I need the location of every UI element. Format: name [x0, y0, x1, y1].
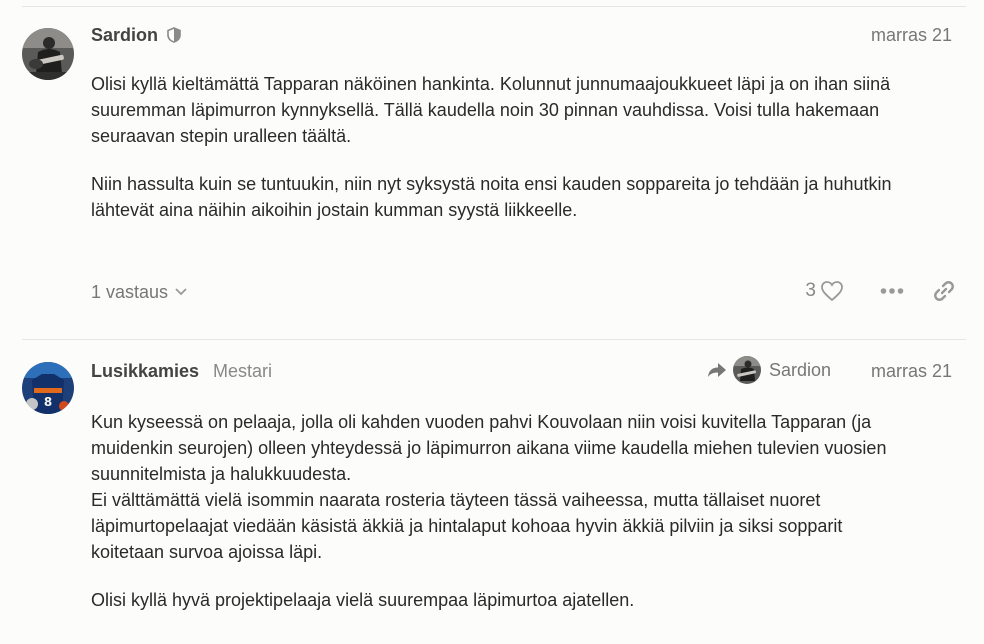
like-button[interactable] [805, 280, 844, 302]
post-lusikkamies [0, 340, 984, 644]
avatar[interactable] [22, 28, 74, 80]
text-line: Kun kyseessä on pelaaja, jolla oli kahden vuoden pahvi Kouvolaan niin voisi kuvitella Tapparan (ja [91, 412, 872, 432]
text-line: koitetaan survoa ajoissa läpi. [91, 542, 323, 562]
more-options-button[interactable] [880, 287, 904, 295]
paragraph [91, 171, 951, 223]
show-replies-button[interactable] [91, 281, 188, 303]
replies-label: 1 vastaus [91, 282, 169, 302]
post-body [91, 71, 951, 245]
text-line: lähtevät aina näihin aikoihin jostain kumman syystä liikkeelle. [91, 200, 578, 220]
username[interactable] [91, 24, 181, 46]
username-text[interactable]: Sardion [91, 25, 159, 45]
text-line: Olisi kyllä hyvä projektipelaaja vielä suurempaa läpimurtoa ajatellen. [91, 590, 635, 610]
shield-icon [167, 27, 181, 43]
text-line: Ei välttämättä vielä isommin naarata rosteria täyteen tässä vaiheessa, mutta tällaiset nuoret [91, 490, 821, 510]
text-line: Olisi kyllä kieltämättä Tapparan näköinen hankinta. Kolunnut junnumaajoukkueet läpi ja on ihan siinä [91, 74, 891, 94]
reply-to-avatar [733, 356, 761, 384]
reply-arrow-icon [707, 362, 727, 378]
post-date[interactable]: marras 21 [870, 25, 952, 45]
guitar-player-avatar [22, 28, 74, 80]
post-body [91, 409, 951, 635]
paragraph [91, 71, 951, 149]
reply-to-indicator[interactable] [707, 356, 831, 384]
guitar-player-avatar [733, 356, 761, 384]
post-date[interactable]: marras 21 [870, 361, 952, 381]
heart-icon [820, 280, 844, 302]
chevron-down-icon [174, 287, 188, 297]
reply-to-username: Sardion [769, 359, 832, 380]
post-actions [805, 279, 956, 303]
text-line: läpimurtopelaajat viedään käsistä äkkiä ja hintalaput kohoaa hyvin äkkiä pilviin ja siksi sopparit [91, 516, 843, 536]
paragraph [91, 409, 951, 565]
share-link-button[interactable] [932, 279, 956, 303]
text-line: Niin hassulta kuin se tuntuukin, niin nyt syksystä noita ensi kauden soppareita jo tehdään ja huhutkin [91, 174, 892, 194]
ellipsis-icon [880, 287, 904, 295]
hockey-jersey-avatar [22, 362, 74, 414]
paragraph [91, 587, 951, 613]
user-title: Mestari [213, 361, 273, 381]
text-line: suunnitelmista ja halukkuudesta. [91, 464, 352, 484]
text-line: suuremman läpimurron kynnyksellä. Tällä kaudella noin 30 pinnan vauhdissa. Voisi tulla hakemaan [91, 100, 880, 120]
username[interactable]: Lusikkamies [91, 361, 200, 381]
text-line: muidenkin seurojen) olleen yhteydessä jo läpimurron aikana viime kaudella miehen tulevien vuosien [91, 438, 887, 458]
text-line: seuraavan stepin uralleen täältä. [91, 126, 352, 146]
svg-text:8: 8 [43, 395, 53, 409]
like-count: 3 [805, 280, 816, 301]
avatar[interactable] [22, 362, 74, 414]
link-icon [932, 279, 956, 303]
